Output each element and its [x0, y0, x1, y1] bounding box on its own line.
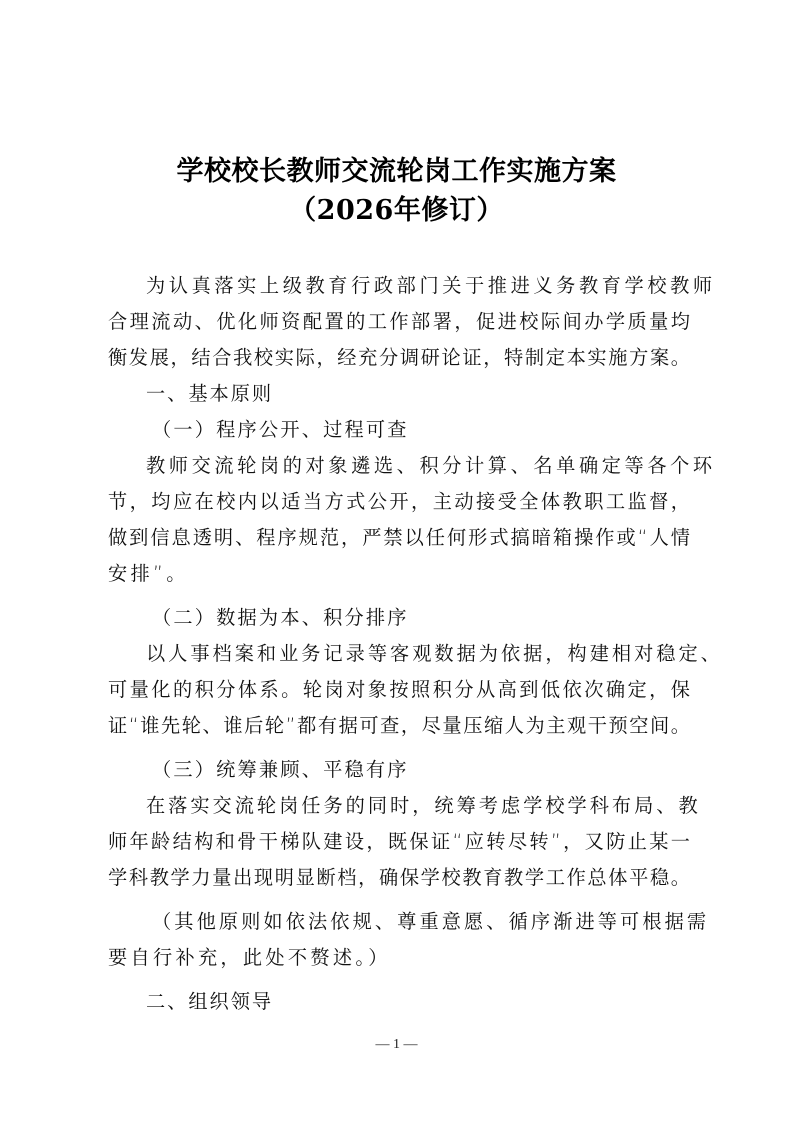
principle-3-line-2: 师年龄结构和骨干梯队建设，既保证“应转尽转”，又防止某一: [108, 830, 690, 853]
principle-2-line-1: 以人事档案和业务记录等客观数据为依据，构建相对稳定、: [146, 642, 723, 665]
principle-1-heading: （一）程序公开、过程可查: [152, 418, 409, 441]
principle-3-line-3: 学科教学力量出现明显断档，确保学校教育教学工作总体平稳。: [108, 866, 690, 889]
principle-1-line-4: 安排”。: [108, 562, 189, 585]
page-number: — 1 —: [375, 1037, 418, 1052]
intro-line-3: 衡发展，结合我校实际，经充分调研论证，特制定本实施方案。: [108, 346, 690, 369]
intro-line-1: 为认真落实上级教育行政部门关于推进义务教育学校教师: [146, 274, 716, 297]
section-heading-organization: 二、组织领导: [146, 990, 274, 1013]
intro-line-2: 合理流动、优化师资配置的工作部署，促进校际间办学质量均: [108, 310, 690, 333]
principle-2-heading: （二）数据为本、积分排序: [152, 606, 409, 629]
principle-3-heading: （三）统筹兼顾、平稳有序: [152, 758, 409, 781]
principle-3-line-1: 在落实交流轮岗任务的同时，统筹考虑学校学科布局、教: [146, 794, 701, 817]
principle-2-line-3: 证“谁先轮、谁后轮”都有据可查，尽量压缩人为主观干预空间。: [108, 714, 690, 737]
note-line-2: 要自行补充，此处不赘述。）: [108, 946, 391, 969]
principle-1-line-3: 做到信息透明、程序规范，严禁以任何形式搞暗箱操作或“人情: [108, 526, 690, 549]
principle-2-line-2: 可量化的积分体系。轮岗对象按照积分从高到低依次确定，保: [108, 678, 690, 701]
principle-1-line-2: 节，均应在校内以适当方式公开，主动接受全体教职工监督，: [108, 490, 690, 513]
note-line-1: （其他原则如依法依规、尊重意愿、循序渐进等可根据需: [152, 910, 710, 933]
section-heading-basic-principles: 一、基本原则: [146, 382, 274, 405]
document-title: 学校校长教师交流轮岗工作实施方案: [176, 156, 617, 187]
document-subtitle: （2026年修订）: [289, 195, 504, 226]
principle-1-line-1: 教师交流轮岗的对象遴选、积分计算、名单确定等各个环: [146, 454, 716, 477]
